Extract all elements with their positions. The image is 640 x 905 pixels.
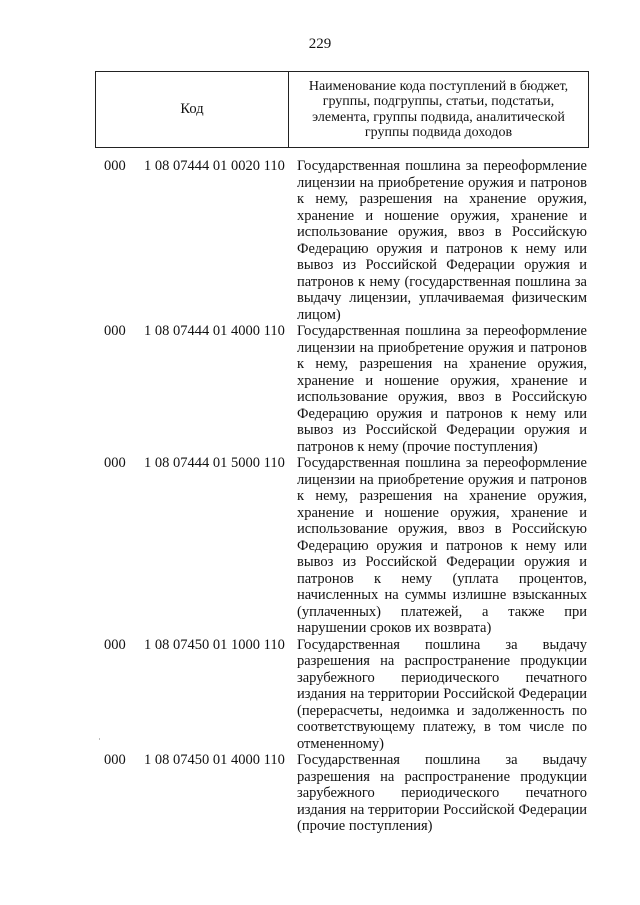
- revenue-description: Государственная пошлина за выдачу разрешения на распространение продукции зарубежного периодического печатного издания на территории Российской Федерации (перерасчеты, недоимка и задолженность по соответствующему платежу, в том числе по отмененному): [297, 636, 587, 752]
- revenue-code: 1 08 07450 01 4000 110: [144, 752, 285, 768]
- admin-code: 000: [104, 455, 126, 471]
- admin-code: 000: [104, 752, 126, 768]
- revenue-code: 1 08 07444 01 0020 110: [144, 158, 285, 174]
- revenue-description: Государственная пошлина за переоформление лицензии на приобретение оружия и патронов к нему, разрешения на хранение оружия, хранение и ношение оружия, хранение и использование оружия, ввоз в Российскую Федерацию оружия и патронов к нему или вывоз из Российской Федерации оружия и патронов к нему (государственная пошлина за выдачу лицензии, уплачиваемая физическим лицом): [297, 158, 587, 323]
- admin-code: 000: [104, 636, 126, 653]
- table-row: [0, 637, 640, 753]
- header-code-cell: Код: [96, 72, 289, 147]
- revenue-code: 1 08 07444 01 4000 110: [144, 323, 285, 339]
- table-row: [0, 752, 640, 835]
- table-row: [0, 158, 640, 323]
- revenue-description: Государственная пошлина за выдачу разрешения на распространение продукции зарубежного периодического печатного издания на территории Российской Федерации (прочие поступления): [297, 752, 587, 834]
- admin-code: 000: [104, 323, 126, 339]
- revenue-description: Государственная пошлина за переоформление лицензии на приобретение оружия и патронов к нему, разрешения на хранение оружия, хранение и ношение оружия, хранение и использование оружия, ввоз в Российскую Федерацию оружия и патронов к нему или вывоз из Российской Федерации оружия и патронов к нему (прочие поступления): [297, 323, 587, 455]
- page-number: 229: [308, 36, 332, 52]
- table-body: [0, 158, 640, 835]
- revenue-code: 1 08 07450 01 1000 110: [144, 636, 285, 653]
- revenue-code: 1 08 07444 01 5000 110: [144, 455, 285, 471]
- table-header: [95, 71, 589, 148]
- revenue-description: Государственная пошлина за переоформление лицензии на приобретение оружия и патронов к нему, разрешения на хранение оружия, хранение и ношение оружия, хранение и использование оружия, ввоз в Российскую Федерацию оружия и патронов к нему или вывоз из Российской Федерации оружия и патронов к нему (уплата процентов, начисленных на суммы излишне взысканных (уплаченных) платежей, а также при нарушении сроков их возврата): [297, 455, 587, 636]
- header-name-cell: Наименование кода поступлений в бюджет, группы, подгруппы, статьи, подстатьи, элемента, группы подвида, аналитической группы подвида доходов: [308, 78, 569, 140]
- table-row: [0, 455, 640, 637]
- table-row: [0, 323, 640, 455]
- scan-artifact: [99, 738, 100, 740]
- admin-code: 000: [104, 158, 126, 174]
